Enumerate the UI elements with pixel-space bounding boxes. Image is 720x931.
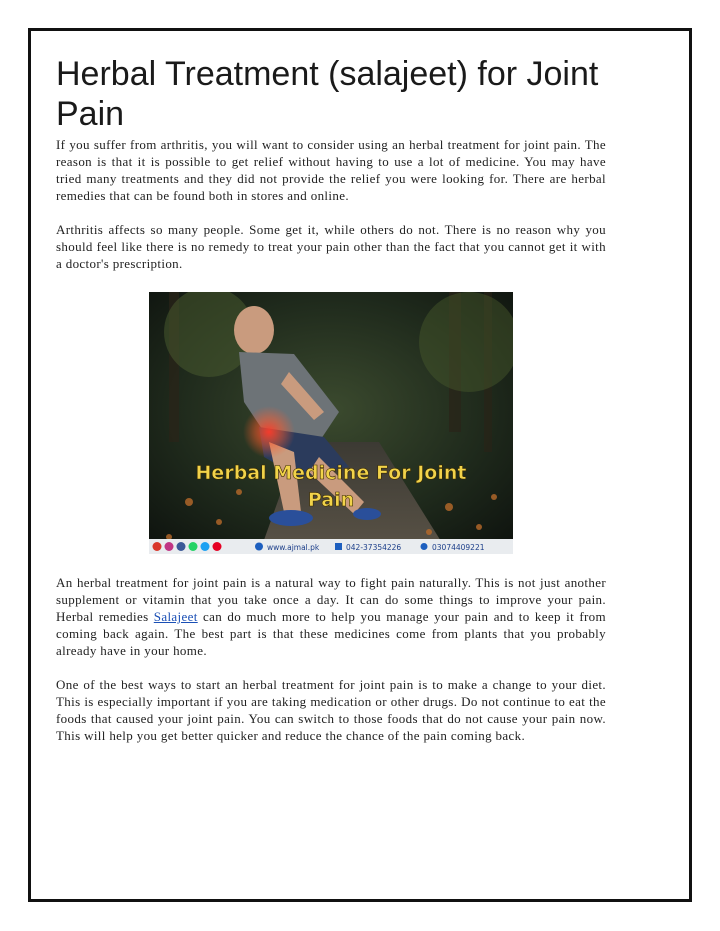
footer-phone-1: 042-37354226 xyxy=(346,543,402,552)
article xyxy=(56,54,606,744)
mobile-icon xyxy=(421,543,428,550)
facebook-icon xyxy=(177,542,186,551)
paragraph-2: Arthritis affects so many people. Some get it, while others do not. There is no reason why you should feel like there is no remedy to treat your pain other than the fact that you cannot get it with a doctor's prescription. xyxy=(56,222,606,271)
image-illustration xyxy=(149,292,513,554)
paragraph-3 xyxy=(56,574,606,659)
pinterest-icon xyxy=(213,542,222,551)
footer-url: www.ajmal.pk xyxy=(267,543,320,552)
paragraph-3-before: An herbal treatment for joint pain is a natural way to fight pain naturally. This is not just another supplement or vitamin that you take once a day. It can do some things to improve your pain. Herbal remedies xyxy=(56,575,606,624)
twitter-icon xyxy=(201,542,210,551)
whatsapp-icon xyxy=(189,542,198,551)
image-caption-line2: Pain xyxy=(307,489,355,511)
paragraph-1: If you suffer from arthritis, you will want to consider using an herbal treatment for joint pain. The reason is that it is possible to get relief without having to use a lot of medicine. You may have tried many treatments and they did not provide the relief you were looking for. There are herbal remedies that can be found both in stores and online. xyxy=(56,137,606,203)
footer-phone-2: 03074409221 xyxy=(432,543,485,552)
figure-wrap xyxy=(56,292,606,554)
salajeet-link[interactable]: Salajeet xyxy=(153,609,198,624)
image-caption-line1: Herbal Medicine For Joint xyxy=(195,462,467,484)
article-image xyxy=(149,292,513,554)
paragraph-4: One of the best ways to start an herbal treatment for joint pain is to make a change to your diet. This is especially important if you are taking medication or other drugs. Do not continue to eat the foods that caused your joint pain. You can switch to those foods that do not cause your pain now. This will help you get better quicker and reduce the chance of the pain coming back. xyxy=(56,677,606,743)
instagram-icon xyxy=(165,542,174,551)
globe-icon xyxy=(255,543,263,551)
phone-icon xyxy=(335,543,342,550)
youtube-icon xyxy=(153,542,162,551)
paragraph-3-after: can do much more to help you manage your pain and to keep it from coming back again. The best part is that these medicines come from plants that you probably already have in your home. xyxy=(56,609,606,658)
page-title: Herbal Treatment (salajeet) for Joint Pain xyxy=(56,55,599,133)
